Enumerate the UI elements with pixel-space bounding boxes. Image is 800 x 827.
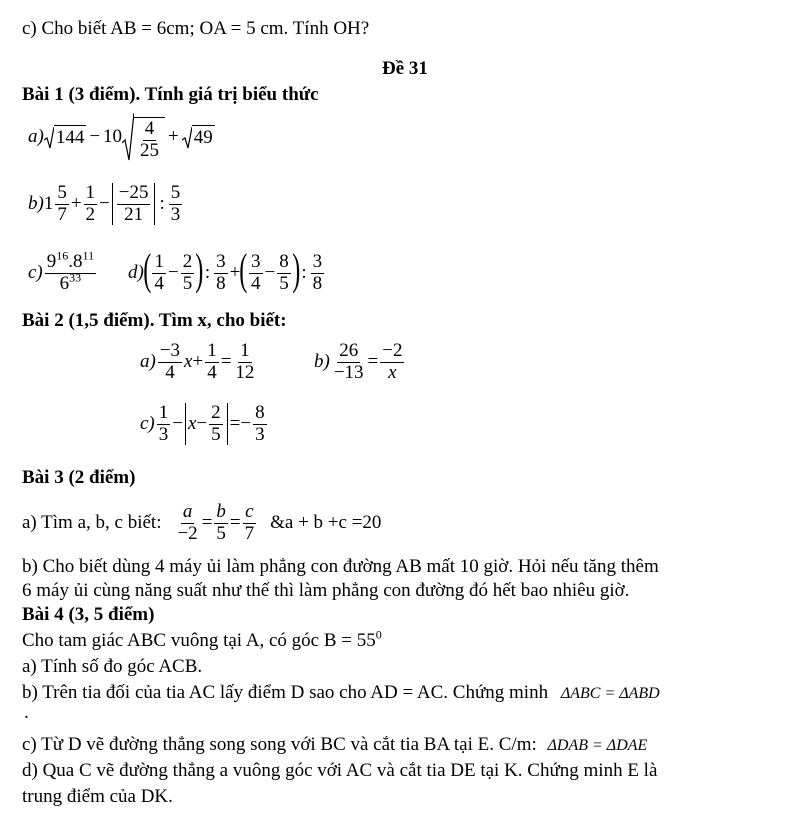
bai4-intro: Cho tam giác ABC vuông tại A, có góc $B = 55^0$ <box>22 627 382 651</box>
sqrt-144 <box>44 125 87 149</box>
fraction-4-25: $\frac{4}{25}$ <box>140 118 160 162</box>
fraction: $\frac{2}{5}$ <box>211 402 221 445</box>
de-title: Đề 31 <box>382 58 428 79</box>
absolute-value: x − $\frac{2}{5}$ <box>185 403 228 445</box>
fraction: $\frac{8}{3}$ <box>255 402 265 445</box>
bai4-c: c) Từ D vẽ đường thẳng song song với BC và cắt tia BA tại E. C/m: ΔDAB = ΔDAE <box>22 734 648 755</box>
sqrt-144-radicand: 144 <box>55 127 85 148</box>
bai1-c <box>28 246 98 300</box>
minus-sign: − <box>167 262 179 283</box>
var-x: x <box>184 351 193 372</box>
minus-sign: − <box>89 126 101 147</box>
bai1-a-coef: 10 <box>103 126 123 147</box>
fraction: $\frac{5}{3}$ <box>170 182 181 225</box>
bai1-a <box>28 112 215 162</box>
bai1-d-label: d) <box>128 262 144 283</box>
plus-sign: + <box>70 193 82 214</box>
bai3-a-tail: &a + b +c =20 <box>270 512 382 533</box>
equals-sign: = <box>367 351 379 372</box>
bai2-b <box>314 336 406 388</box>
equals-sign: = <box>201 512 213 533</box>
line-top: c) Cho biết AB = 6cm; OA = 5 cm. Tính OH? <box>22 18 370 39</box>
fraction: $\frac{8}{5}$ <box>279 251 289 294</box>
plus-sign: + <box>229 262 241 283</box>
bai2-c <box>140 398 269 450</box>
bai4-d-line1: d) Qua C vẽ đường thẳng a vuông góc với AC và cắt tia DE tại K. Chứng minh E là <box>22 760 658 781</box>
bai2-a <box>140 336 258 388</box>
divide-sign: : <box>204 262 211 283</box>
divide-sign: : <box>301 262 307 283</box>
fraction: $\frac{3}{8}$ <box>216 251 226 294</box>
equals-sign: = <box>220 351 232 372</box>
sqrt-fraction <box>122 113 165 161</box>
bai1-b-whole: 1 <box>43 193 54 214</box>
divide-sign: : <box>159 193 165 214</box>
fraction: $\frac{1}{4}$ <box>207 340 217 383</box>
plus-sign: + <box>168 126 179 147</box>
bai1-c-label: c) <box>28 262 43 283</box>
bai2-a-label: a) <box>140 351 156 372</box>
bai1-b <box>28 178 184 230</box>
bai4-dot: . <box>24 702 29 723</box>
bai2-b-label: b) <box>314 351 330 372</box>
bai4-a: a) Tính số đo góc ACB. <box>22 656 203 677</box>
fraction: $\frac{-2}{x}$ <box>382 340 403 383</box>
bai1-b-label: b) <box>28 193 44 214</box>
bai4-heading: Bài 4 (3, 5 điểm) <box>22 604 155 625</box>
bai4-d-line2: trung điểm của DK. <box>22 786 173 807</box>
bai4-b-math: ΔABC = ΔABD <box>560 685 660 702</box>
bai2-c-label: c) <box>140 413 155 434</box>
absolute-value <box>112 183 156 225</box>
paren-open: ( <box>143 245 152 294</box>
minus-sign: − <box>264 262 276 283</box>
minus-sign: − <box>240 413 252 434</box>
fraction: $\frac{3}{8}$ <box>312 251 323 294</box>
bai3-b-line1: b) Cho biết dùng 4 máy ủi làm phẳng con đường AB mất 10 giờ. Hỏi nếu tăng thêm <box>22 556 659 577</box>
minus-sign: − <box>99 193 110 214</box>
paren-open: ( <box>239 245 248 294</box>
sqrt-49-radicand: 49 <box>193 127 213 148</box>
fraction: $\frac{a}{-2}$ <box>177 501 198 544</box>
paren-close: ) <box>292 245 301 294</box>
bai3-a-text: a) Tìm a, b, c biết: <box>22 512 162 533</box>
bai3-heading: Bài 3 (2 điểm) <box>22 467 136 488</box>
fraction: $\frac{3}{4}$ <box>251 251 261 294</box>
fraction: $\frac{-3}{4}$ <box>159 340 181 383</box>
sqrt-49 <box>182 125 215 149</box>
bai2-heading: Bài 2 (1,5 điểm). Tìm x, cho biết: <box>22 310 287 331</box>
fraction: $\frac{26}{-13}$ <box>333 340 364 383</box>
equals-sign: = <box>229 512 241 533</box>
fraction-power: $\frac{9^{16}.8^{11}}{6^{33}}$ <box>46 248 95 294</box>
fraction: $\frac{1}{12}$ <box>235 340 255 383</box>
minus-sign: − <box>172 413 183 434</box>
paren-close: ) <box>195 245 204 294</box>
fraction: $\frac{1}{3}$ <box>158 402 169 445</box>
equals-sign: = <box>229 413 241 434</box>
bai3-b-line2: 6 máy ủi cùng năng suất như thế thì làm phẳng con đường đó hết bao nhiêu giờ. <box>22 580 630 601</box>
fraction: $\frac{1}{4}$ <box>154 251 164 294</box>
bai4-b: b) Trên tia đối của tia AC lấy điểm D sao cho AD = AC. Chứng minh ΔABC = ΔABD <box>22 682 660 703</box>
fraction: $\frac{5}{7}$ <box>57 182 67 225</box>
fraction: $\frac{b}{5}$ <box>216 501 226 544</box>
bai1-d <box>128 246 326 300</box>
plus-sign: + <box>192 351 204 372</box>
fraction: $\frac{2}{5}$ <box>182 251 193 294</box>
bai1-heading: Bài 1 (3 điểm). Tính giá trị biểu thức <box>22 84 319 105</box>
fraction: $\frac{-25}{21}$ <box>118 182 149 225</box>
bai3-a <box>22 496 381 550</box>
bai4-c-math: ΔDAB = ΔDAE <box>547 737 648 754</box>
fraction: $\frac{c}{7}$ <box>244 501 255 544</box>
bai1-a-label: a) <box>28 126 44 147</box>
fraction: $\frac{1}{2}$ <box>85 182 96 225</box>
